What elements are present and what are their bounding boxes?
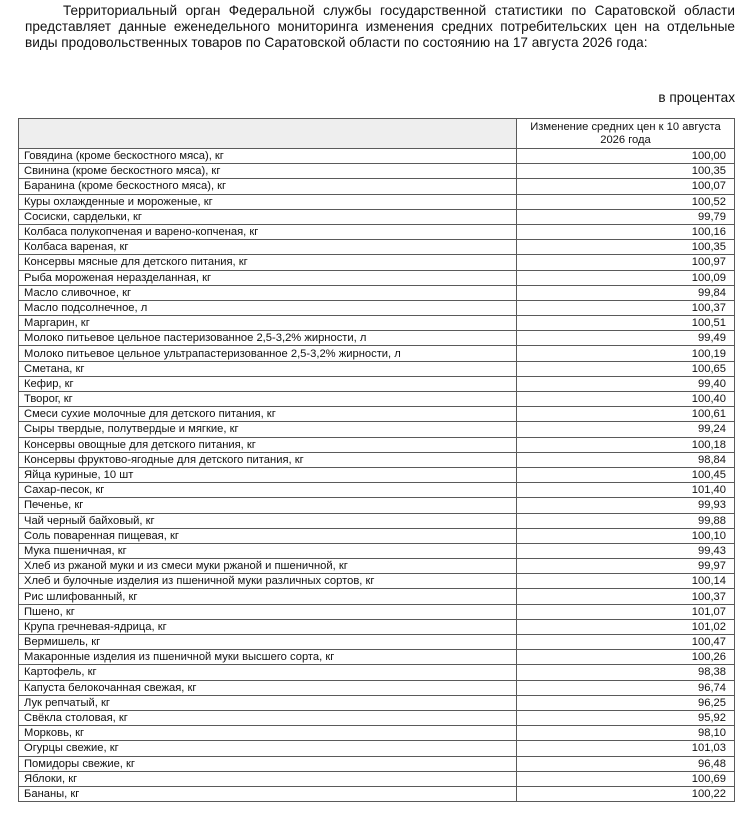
price-change-cell: 100,69 [517, 771, 735, 786]
price-change-cell: 100,26 [517, 650, 735, 665]
product-name-cell: Капуста белокочанная свежая, кг [19, 680, 517, 695]
product-name-cell: Консервы фруктово-ягодные для детского питания, кг [19, 452, 517, 467]
table-body [19, 149, 735, 802]
product-name-cell: Консервы овощные для детского питания, кг [19, 437, 517, 452]
product-name-cell: Куры охлажденные и мороженые, кг [19, 194, 517, 209]
price-change-cell: 99,97 [517, 559, 735, 574]
price-change-cell: 99,24 [517, 422, 735, 437]
price-change-cell: 100,35 [517, 240, 735, 255]
table-row [19, 680, 735, 695]
product-name-cell: Соль поваренная пищевая, кг [19, 528, 517, 543]
product-name-cell: Молоко питьевое цельное ультрапастеризованное 2,5-3,2% жирности, л [19, 346, 517, 361]
price-change-cell: 99,43 [517, 543, 735, 558]
product-name-cell: Свинина (кроме бескостного мяса), кг [19, 164, 517, 179]
table-row [19, 574, 735, 589]
product-name-cell: Маргарин, кг [19, 316, 517, 331]
product-name-cell: Пшено, кг [19, 604, 517, 619]
price-change-cell: 96,25 [517, 695, 735, 710]
table-row [19, 422, 735, 437]
price-change-cell: 100,14 [517, 574, 735, 589]
table-row [19, 467, 735, 482]
price-change-cell: 100,97 [517, 255, 735, 270]
table-row [19, 710, 735, 725]
table-row [19, 756, 735, 771]
price-change-cell: 98,38 [517, 665, 735, 680]
product-name-cell: Колбаса полукопченая и варено-копченая, кг [19, 224, 517, 239]
table-row [19, 300, 735, 315]
price-change-cell: 99,84 [517, 285, 735, 300]
product-name-cell: Кефир, кг [19, 376, 517, 391]
product-name-cell: Сахар-песок, кг [19, 483, 517, 498]
table-row [19, 604, 735, 619]
price-change-cell: 98,10 [517, 726, 735, 741]
product-name-cell: Рыба мороженая неразделанная, кг [19, 270, 517, 285]
price-change-cell: 100,45 [517, 467, 735, 482]
table-row [19, 209, 735, 224]
table-row [19, 452, 735, 467]
table-row [19, 179, 735, 194]
product-name-cell: Печенье, кг [19, 498, 517, 513]
price-change-cell: 100,09 [517, 270, 735, 285]
product-name-cell: Картофель, кг [19, 665, 517, 680]
table-row [19, 786, 735, 801]
product-name-cell: Макаронные изделия из пшеничной муки высшего сорта, кг [19, 650, 517, 665]
product-name-cell: Помидоры свежие, кг [19, 756, 517, 771]
table-row [19, 224, 735, 239]
product-name-cell: Баранина (кроме бескостного мяса), кг [19, 179, 517, 194]
price-change-cell: 100,16 [517, 224, 735, 239]
table-row [19, 559, 735, 574]
table-row [19, 741, 735, 756]
table-row [19, 483, 735, 498]
intro-paragraph: Территориальный орган Федеральной службы государственной статистики по Саратовской области представляет данные еженедельного мониторинга изменения средних потребительских цен на отдельные виды продовольственных товаров по Саратовской области по состоянию на 17 августа 2026 года: [25, 3, 735, 50]
table-row [19, 149, 735, 164]
product-name-cell: Хлеб из ржаной муки и из смеси муки ржаной и пшеничной, кг [19, 559, 517, 574]
price-change-cell: 100,35 [517, 164, 735, 179]
price-change-cell: 100,47 [517, 635, 735, 650]
table-row [19, 346, 735, 361]
product-name-cell: Яблоки, кг [19, 771, 517, 786]
price-change-cell: 100,10 [517, 528, 735, 543]
table-header-row [19, 119, 735, 149]
table-row [19, 392, 735, 407]
product-name-cell: Масло подсолнечное, л [19, 300, 517, 315]
table-row [19, 255, 735, 270]
product-name-cell: Сосиски, сардельки, кг [19, 209, 517, 224]
price-change-cell: 100,22 [517, 786, 735, 801]
product-name-cell: Масло сливочное, кг [19, 285, 517, 300]
price-change-cell: 100,51 [517, 316, 735, 331]
price-change-cell: 101,07 [517, 604, 735, 619]
product-name-cell: Молоко питьевое цельное пастеризованное 2,5-3,2% жирности, л [19, 331, 517, 346]
table-row [19, 361, 735, 376]
table-row [19, 194, 735, 209]
table-row [19, 270, 735, 285]
price-change-cell: 99,88 [517, 513, 735, 528]
price-change-cell: 101,03 [517, 741, 735, 756]
price-change-cell: 99,93 [517, 498, 735, 513]
header-price-change: Изменение средних цен к 10 августа 2026 года [517, 119, 735, 149]
table-row [19, 513, 735, 528]
product-name-cell: Смеси сухие молочные для детского питания, кг [19, 407, 517, 422]
product-name-cell: Свёкла столовая, кг [19, 710, 517, 725]
product-name-cell: Чай черный байховый, кг [19, 513, 517, 528]
price-change-cell: 99,49 [517, 331, 735, 346]
product-name-cell: Колбаса вареная, кг [19, 240, 517, 255]
table-row [19, 498, 735, 513]
table-row [19, 543, 735, 558]
table-row [19, 650, 735, 665]
price-change-table [18, 118, 735, 802]
product-name-cell: Консервы мясные для детского питания, кг [19, 255, 517, 270]
table-row [19, 619, 735, 634]
price-change-cell: 100,19 [517, 346, 735, 361]
table-row [19, 285, 735, 300]
table-row [19, 771, 735, 786]
price-change-cell: 100,37 [517, 300, 735, 315]
product-name-cell: Лук репчатый, кг [19, 695, 517, 710]
product-name-cell: Огурцы свежие, кг [19, 741, 517, 756]
table-row [19, 240, 735, 255]
header-product [19, 119, 517, 149]
price-change-cell: 101,40 [517, 483, 735, 498]
table-row [19, 635, 735, 650]
product-name-cell: Творог, кг [19, 392, 517, 407]
table-row [19, 316, 735, 331]
price-change-cell: 96,48 [517, 756, 735, 771]
table-row [19, 726, 735, 741]
price-change-cell: 100,61 [517, 407, 735, 422]
price-change-cell: 98,84 [517, 452, 735, 467]
product-name-cell: Рис шлифованный, кг [19, 589, 517, 604]
price-change-cell: 100,00 [517, 149, 735, 164]
price-change-cell: 95,92 [517, 710, 735, 725]
price-change-cell: 100,52 [517, 194, 735, 209]
price-change-cell: 99,40 [517, 376, 735, 391]
table-row [19, 589, 735, 604]
product-name-cell: Хлеб и булочные изделия из пшеничной муки различных сортов, кг [19, 574, 517, 589]
table-row [19, 164, 735, 179]
price-change-cell: 100,65 [517, 361, 735, 376]
product-name-cell: Мука пшеничная, кг [19, 543, 517, 558]
table-row [19, 695, 735, 710]
table-row [19, 437, 735, 452]
units-label: в процентах [658, 90, 735, 105]
product-name-cell: Вермишель, кг [19, 635, 517, 650]
product-name-cell: Морковь, кг [19, 726, 517, 741]
product-name-cell: Крупа гречневая-ядрица, кг [19, 619, 517, 634]
price-change-cell: 100,07 [517, 179, 735, 194]
price-change-cell: 100,40 [517, 392, 735, 407]
product-name-cell: Яйца куриные, 10 шт [19, 467, 517, 482]
product-name-cell: Бананы, кг [19, 786, 517, 801]
product-name-cell: Сыры твердые, полутвердые и мягкие, кг [19, 422, 517, 437]
price-change-cell: 99,79 [517, 209, 735, 224]
table-row [19, 528, 735, 543]
price-change-cell: 100,37 [517, 589, 735, 604]
table-row [19, 376, 735, 391]
price-change-cell: 96,74 [517, 680, 735, 695]
price-change-cell: 101,02 [517, 619, 735, 634]
table-row [19, 407, 735, 422]
product-name-cell: Сметана, кг [19, 361, 517, 376]
product-name-cell: Говядина (кроме бескостного мяса), кг [19, 149, 517, 164]
table-row [19, 665, 735, 680]
table-row [19, 331, 735, 346]
price-change-cell: 100,18 [517, 437, 735, 452]
